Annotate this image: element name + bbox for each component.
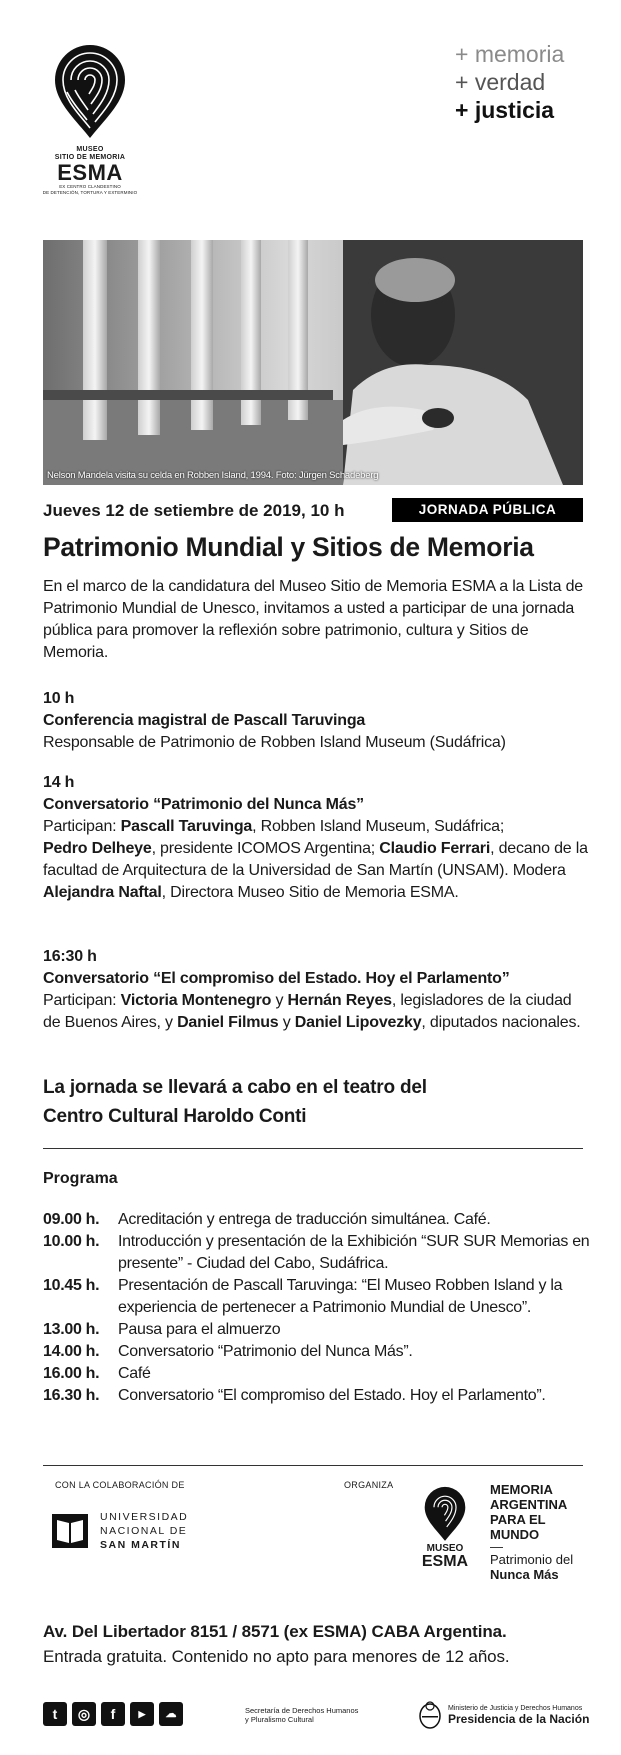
- divider: [43, 1465, 583, 1466]
- fingerprint-pin-icon: [51, 40, 129, 140]
- speaker-name: Daniel Lipovezky: [294, 1014, 422, 1031]
- speaker-name: Pascall Taruvinga: [120, 818, 253, 835]
- desc-text: , Directora Museo Sitio de Memoria ESMA.: [161, 884, 459, 901]
- address: Av. Del Libertador 8151 / 8571 (ex ESMA) CABA Argentina.: [43, 1622, 507, 1641]
- program-desc: Pausa para el almuerzo: [118, 1321, 281, 1338]
- program-time: 10.00 h.: [43, 1233, 100, 1250]
- speaker-name: Alejandra Naftal: [43, 884, 162, 901]
- ministerio-line-2: Presidencia de la Nación: [448, 1712, 590, 1726]
- program-row: [43, 1341, 603, 1363]
- colab-label: CON LA COLABORACIÓN DE: [55, 1480, 185, 1490]
- session-14h: [43, 772, 588, 904]
- desc-text: , Robben Island Museum, Sudáfrica;: [252, 818, 505, 835]
- program-row: [43, 1231, 603, 1275]
- desc-text: , legisladores de la ciudad de Buenos Aires, y: [43, 992, 572, 1031]
- photo-illustration: [43, 240, 583, 485]
- unsam-line-1: UNIVERSIDAD: [100, 1511, 189, 1523]
- memoria-argentina-logo: [490, 1482, 600, 1582]
- photo-caption: Nelson Mandela visita su celda en Robben Island, 1994. Foto: Jürgen Schadeberg: [47, 470, 379, 481]
- session-1630h: [43, 946, 588, 1034]
- logo-line-museo: MUSEO: [76, 146, 104, 153]
- org-logo-museo: MUSEO: [426, 1543, 464, 1554]
- slogan-justicia: + justicia: [455, 97, 555, 123]
- ministerio-line-1: Ministerio de Justicia y Derechos Humanos: [448, 1705, 583, 1712]
- program-title: Programa: [43, 1170, 118, 1187]
- session-title: Conferencia magistral de Pascall Taruvinga: [43, 712, 366, 729]
- mam-line: Nunca Más: [490, 1567, 559, 1582]
- speaker-name: Pedro Delheye: [43, 840, 152, 857]
- mam-line: MUNDO: [490, 1527, 540, 1542]
- venue-line-2: Centro Cultural Haroldo Conti: [43, 1106, 307, 1127]
- slogan: [455, 40, 615, 124]
- desc-text: Participan:: [43, 992, 121, 1009]
- program-time: 16.00 h.: [43, 1365, 100, 1382]
- event-intro: En el marco de la candidatura del Museo Sitio de Memoria ESMA a la Lista de Patrimonio Mundial de Unesco, invitamos a usted a participar de una jornada pública para promover la reflexión sobre patrimonio, cultura y Sitios de Memoria.: [43, 578, 583, 661]
- desc-text: , decano de la facultad de Arquitectura de la Universidad de San Martín (UNSAM). Modera: [43, 840, 588, 879]
- mam-line: ARGENTINA: [490, 1497, 568, 1512]
- secretaria-line-2: y Pluralismo Cultural: [245, 1715, 314, 1724]
- program-time: 14.00 h.: [43, 1343, 100, 1360]
- session-time: 14 h: [43, 774, 75, 791]
- desc-text: y: [278, 1014, 295, 1031]
- divider: [43, 1148, 583, 1149]
- venue: [43, 1073, 588, 1131]
- session-time: 10 h: [43, 690, 75, 707]
- session-time: 16:30 h: [43, 948, 97, 965]
- program-time: 10.45 h.: [43, 1277, 100, 1294]
- soundcloud-icon[interactable]: ☁: [159, 1702, 183, 1726]
- event-title: Patrimonio Mundial y Sitios de Memoria: [43, 532, 534, 562]
- speaker-name: Victoria Montenegro: [120, 992, 272, 1009]
- program-list: [43, 1209, 603, 1407]
- museo-esma-small-logo: [415, 1484, 475, 1570]
- program-desc: Introducción y presentación de la Exhibición “SUR SUR Memorias en presente” - Ciudad del Cabo, Sudáfrica.: [118, 1233, 590, 1272]
- mandela-photo: [43, 240, 583, 485]
- speaker-name: Claudio Ferrari: [379, 840, 491, 857]
- logo-line-esma: ESMA: [57, 160, 123, 185]
- program-row: [43, 1275, 603, 1319]
- logo-line-detencion: DE DETENCIÓN, TORTURA Y EXTERMINIO: [42, 189, 138, 195]
- session-desc: [43, 816, 588, 904]
- instagram-icon[interactable]: ◎: [72, 1702, 96, 1726]
- session-title: Conversatorio “Patrimonio del Nunca Más”: [43, 796, 364, 813]
- desc-text: y: [271, 992, 288, 1009]
- slogan-memoria: + memoria: [455, 41, 565, 67]
- logo-line-sitio: SITIO DE MEMORIA: [54, 154, 126, 161]
- program-row: [43, 1209, 603, 1231]
- program-row: [43, 1319, 603, 1341]
- social-links: [43, 1702, 183, 1726]
- mam-dash: —: [490, 1539, 503, 1554]
- entry-note: Entrada gratuita. Contenido no apto para menores de 12 años.: [43, 1647, 510, 1666]
- program-desc: Acreditación y entrega de traducción simultánea. Café.: [118, 1211, 491, 1228]
- program-row: [43, 1363, 603, 1385]
- program-time: 13.00 h.: [43, 1321, 100, 1338]
- session-desc: Responsable de Patrimonio de Robben Island Museum (Sudáfrica): [43, 734, 506, 751]
- organiza-label: ORGANIZA: [344, 1480, 394, 1490]
- venue-line-1: La jornada se llevará a cabo en el teatro del: [43, 1077, 427, 1098]
- program-desc: Presentación de Pascall Taruvinga: “El Museo Robben Island y la experiencia de pertenecer a Patrimonio Mundial de Unesco”.: [118, 1277, 563, 1316]
- desc-text: , presidente ICOMOS Argentina;: [151, 840, 380, 857]
- unsam-line-2: NACIONAL DE: [100, 1525, 188, 1537]
- session-title: Conversatorio “El compromiso del Estado. Hoy el Parlamento”: [43, 970, 510, 987]
- mam-line: MEMORIA: [490, 1482, 553, 1497]
- national-emblem-icon: [418, 1700, 442, 1730]
- speaker-name: Hernán Reyes: [287, 992, 392, 1009]
- desc-text: , diputados nacionales.: [421, 1014, 581, 1031]
- program-row: [43, 1385, 603, 1407]
- mam-line: PARA EL: [490, 1512, 546, 1527]
- fingerprint-pin-icon: [422, 1484, 468, 1542]
- program-time: 16.30 h.: [43, 1387, 100, 1404]
- org-logo-esma: ESMA: [421, 1553, 469, 1570]
- program-desc: Conversatorio “El compromiso del Estado. Hoy el Parlamento”.: [118, 1387, 546, 1404]
- ministerio-logo: [418, 1700, 589, 1730]
- program-time: 09.00 h.: [43, 1211, 100, 1228]
- event-date: Jueves 12 de setiembre de 2019, 10 h: [43, 501, 345, 520]
- mam-line: Patrimonio del: [490, 1552, 574, 1567]
- unsam-logo: [52, 1510, 188, 1552]
- youtube-icon[interactable]: ▶: [130, 1702, 154, 1726]
- program-desc: Café: [118, 1365, 151, 1382]
- museum-logo: [40, 40, 140, 195]
- unsam-line-3: SAN MARTÍN: [100, 1539, 181, 1551]
- logo-line-ex-centro: EX CENTRO CLANDESTINO: [59, 184, 121, 189]
- secretaria-logo: [245, 1706, 358, 1724]
- secretaria-line-1: Secretaría de Derechos Humanos: [245, 1706, 359, 1715]
- twitter-icon[interactable]: t: [43, 1702, 67, 1726]
- program-desc: Conversatorio “Patrimonio del Nunca Más”.: [118, 1343, 413, 1360]
- speaker-name: Daniel Filmus: [177, 1014, 279, 1031]
- facebook-icon[interactable]: f: [101, 1702, 125, 1726]
- session-10h: [43, 688, 588, 754]
- desc-text: Participan:: [43, 818, 121, 835]
- session-desc: [43, 990, 588, 1034]
- book-icon: [52, 1514, 88, 1548]
- event-badge: JORNADA PÚBLICA: [392, 498, 583, 522]
- slogan-verdad: + verdad: [455, 69, 546, 95]
